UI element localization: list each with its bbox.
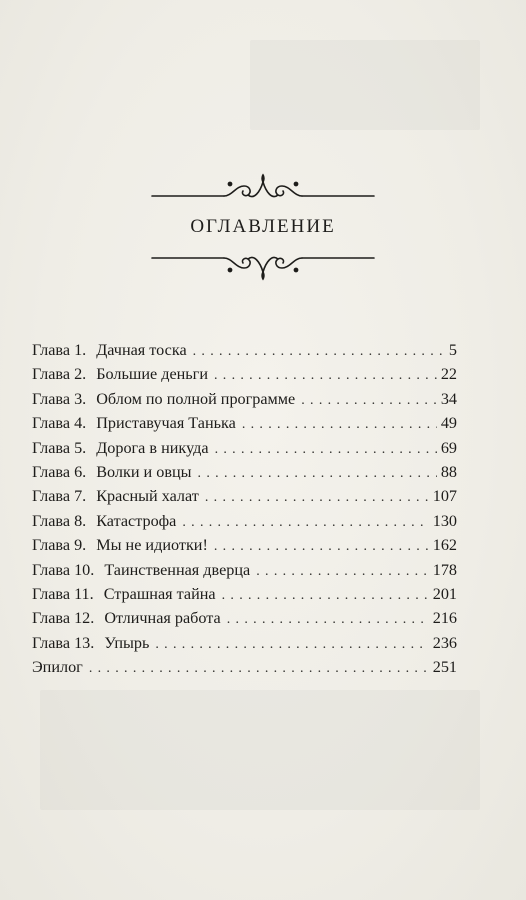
chapter-number: Глава 9. bbox=[32, 536, 87, 555]
page-title: оглавление bbox=[190, 208, 336, 238]
bleed-through-shadow bbox=[40, 690, 480, 810]
toc-entry bbox=[32, 609, 457, 633]
dot-leader bbox=[205, 490, 429, 506]
dot-leader bbox=[222, 588, 429, 604]
chapter-number: Глава 8. bbox=[32, 511, 87, 530]
toc-entry bbox=[32, 634, 457, 658]
dot-leader bbox=[214, 539, 429, 555]
dot-leader bbox=[215, 442, 437, 458]
chapter-number: Глава 7. bbox=[32, 487, 87, 506]
chapter-number: Глава 13. bbox=[32, 633, 95, 652]
chapter-number: Глава 1. bbox=[32, 341, 87, 359]
chapter-title: Волки и овцы bbox=[96, 462, 192, 481]
page-number: 216 bbox=[432, 609, 457, 628]
page-number: 49 bbox=[440, 414, 457, 433]
chapter-title: Таинственная дверца bbox=[104, 560, 251, 579]
page-number: 5 bbox=[448, 341, 457, 359]
page-number: 69 bbox=[440, 438, 457, 457]
toc-entry bbox=[32, 561, 457, 585]
page-number: 178 bbox=[432, 560, 457, 579]
table-of-contents bbox=[32, 341, 457, 682]
chapter-number: Глава 10. bbox=[32, 560, 95, 579]
chapter-number: Глава 5. bbox=[32, 438, 87, 457]
toc-entry bbox=[32, 390, 457, 414]
bleed-through-shadow bbox=[250, 40, 480, 130]
toc-entry-epilog bbox=[32, 658, 457, 682]
chapter-number: Глава 2. bbox=[32, 365, 87, 384]
toc-entry bbox=[32, 487, 457, 511]
toc-entry bbox=[32, 585, 457, 609]
dot-leader bbox=[89, 661, 429, 677]
toc-entry bbox=[32, 512, 457, 536]
dot-leader bbox=[182, 515, 428, 531]
page-number: 251 bbox=[432, 658, 457, 677]
toc-entry bbox=[32, 341, 457, 365]
toc-entry bbox=[32, 414, 457, 438]
page-number: 130 bbox=[432, 511, 457, 530]
toc-entry bbox=[32, 365, 457, 389]
dot-leader bbox=[155, 637, 428, 653]
chapter-title: Катастрофа bbox=[96, 511, 177, 530]
chapter-number: Глава 3. bbox=[32, 389, 87, 408]
chapter-number: Глава 12. bbox=[32, 609, 95, 628]
page-number: 201 bbox=[432, 584, 457, 603]
page-number: 34 bbox=[440, 389, 457, 408]
toc-entry bbox=[32, 536, 457, 560]
page-number: 162 bbox=[432, 536, 457, 555]
chapter-title: Страшная тайна bbox=[103, 584, 216, 603]
dot-leader bbox=[256, 564, 429, 580]
page-number: 236 bbox=[432, 633, 457, 652]
chapter-number: Глава 6. bbox=[32, 462, 87, 481]
toc-entry bbox=[32, 463, 457, 487]
chapter-title: Мы не идиотки! bbox=[96, 536, 208, 555]
dot-leader bbox=[242, 417, 437, 433]
chapter-title: Красный халат bbox=[96, 487, 199, 506]
chapter-title: Дачная тоска bbox=[96, 341, 187, 359]
flourish-divider-icon bbox=[150, 248, 376, 282]
chapter-number: Глава 11. bbox=[32, 584, 94, 603]
dot-leader bbox=[301, 393, 437, 409]
dot-leader bbox=[227, 612, 429, 628]
chapter-title: Большие деньги bbox=[96, 365, 208, 384]
page-number: 107 bbox=[432, 487, 457, 506]
page-number: 22 bbox=[440, 365, 457, 384]
dot-leader bbox=[193, 344, 445, 360]
chapter-number: Глава 4. bbox=[32, 414, 87, 433]
page-number: 88 bbox=[440, 462, 457, 481]
chapter-title: Упырь bbox=[104, 633, 150, 652]
toc-entry bbox=[32, 439, 457, 463]
dot-leader bbox=[214, 368, 437, 384]
dot-leader bbox=[198, 466, 437, 482]
chapter-title: Облом по полной программе bbox=[96, 389, 296, 408]
chapter-title: Приставучая Танька bbox=[96, 414, 236, 433]
chapter-title: Отличная работа bbox=[104, 609, 221, 628]
chapter-title: Дорога в никуда bbox=[96, 438, 209, 457]
chapter-title: Эпилог bbox=[32, 658, 83, 677]
flourish-divider-icon bbox=[150, 172, 376, 206]
